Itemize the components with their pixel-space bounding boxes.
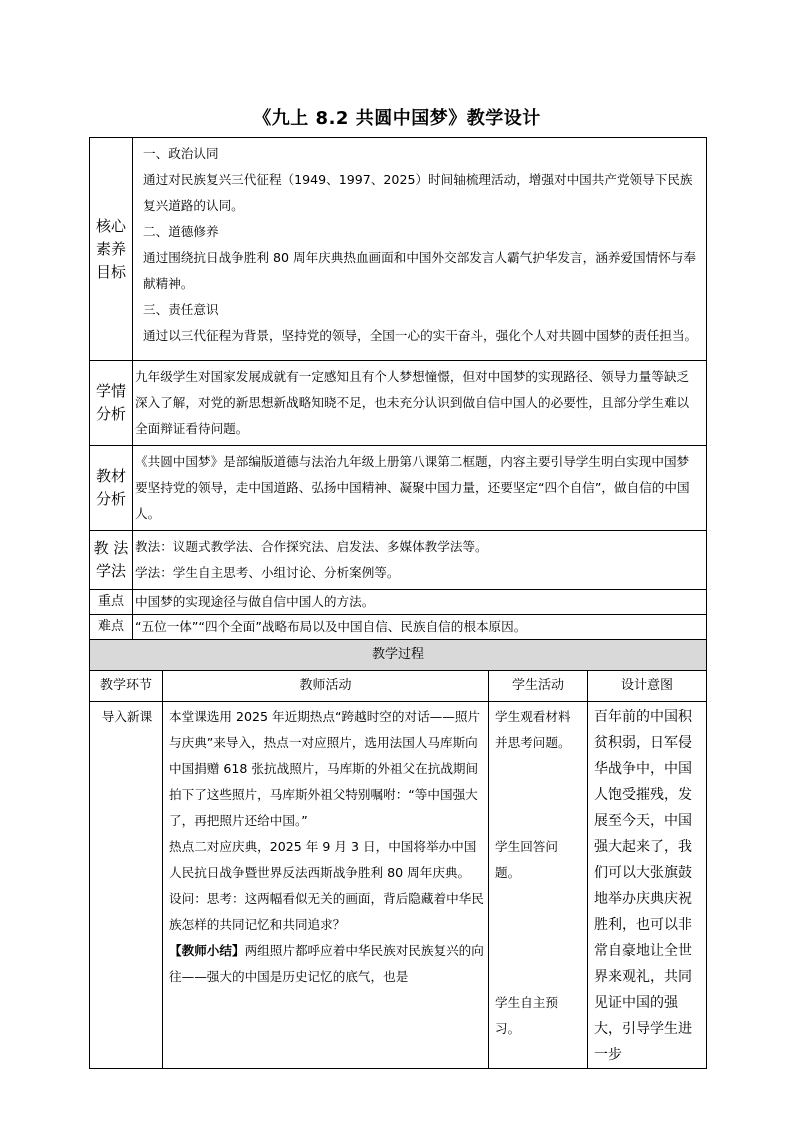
student-analysis-text: 九年级学生对国家发展成就有一定感知且有个人梦想憧憬，但对中国梦的实现路径、领导力量等缺乏深入了解，对党的新思想新战略知晓不足，也未充分认识到做自信中国人的必要性，且部分学生难以全面辩证看待问题。 — [133, 361, 707, 446]
header-stage: 教学环节 — [90, 671, 163, 702]
goals-label-line: 目标 — [95, 262, 126, 281]
material-analysis-row — [90, 446, 707, 531]
material-analysis-label-line: 分析 — [95, 490, 126, 508]
goals-content — [133, 138, 707, 361]
design-intent: 百年前的中国积贫积弱，日军侵华战争中，中国人饱受摧残，发展至今天，中国强大起来了，我们可以大张旗鼓地举办庆典庆祝胜利，也可以非常自豪地让全世界来观礼，共同见证中国的强大，引导学生进一步 — [588, 702, 707, 1069]
process-row-intro — [90, 702, 707, 1069]
material-analysis-label-line: 教材 — [95, 467, 126, 485]
goals-label-line: 素养 — [95, 239, 126, 258]
summary-text: 两组照片都呼应着中华民族对民族复兴的向往——强大的中国是历史记忆的底气，也是 — [169, 943, 484, 984]
methods-label-line: 教 法 — [93, 539, 129, 557]
goal-heading-moral: 二、道德修养 — [143, 224, 219, 239]
spacer — [495, 886, 583, 990]
document-title: 《九上 8.2 共圆中国梦》教学设计 — [253, 108, 541, 129]
goal-text-moral: 通过围绕抗日战争胜利 80 周年庆典热血画面和中国外交部发言人霸气护华发言，涵养爱国情怀与奉献精神。 — [143, 250, 696, 291]
student-analysis-label — [90, 361, 133, 446]
student-analysis-label-line: 学情 — [95, 382, 126, 400]
methods-content — [133, 531, 707, 590]
spacer — [495, 756, 583, 834]
material-analysis-text: 《共圆中国梦》是部编版道德与法治九年级上册第八课第二框题，内容主要引导学生明白实现中国梦要坚持党的领导，走中国道路、弘扬中国精神、凝聚中国力量，还要坚定“四个自信”，做自信的中国人。 — [133, 446, 707, 531]
goal-text-political: 通过对民族复兴三代征程（1949、1997、2025）时间轴梳理活动，增强对中国共产党领导下民族复兴道路的认同。 — [143, 172, 693, 213]
methods-label-line: 学法 — [95, 562, 126, 580]
teacher-summary — [169, 938, 484, 990]
difficulty-row — [90, 615, 707, 640]
key-point-row — [90, 590, 707, 615]
header-intent: 设计意图 — [588, 671, 707, 702]
teacher-paragraph: 热点二对应庆典，2025 年 9 月 3 日，中国将举办中国人民抗日战争暨世界反法西斯战争胜利 80 周年庆典。 — [169, 839, 477, 880]
goal-heading-political: 一、政治认同 — [143, 146, 219, 161]
goal-heading-responsibility: 三、责任意识 — [143, 302, 219, 317]
learning-method: 学法：学生自主思考、小组讨论、分析案例等。 — [135, 565, 400, 580]
goal-text-responsibility: 通过以三代征程为背景，坚持党的领导，全国一心的实干奋斗，强化个人对共圆中国梦的责任担当。 — [143, 328, 698, 343]
difficulty-text: “五位一体”“四个全面”战略布局以及中国自信、民族自信的根本原因。 — [133, 615, 707, 640]
student-analysis-label-line: 分析 — [95, 405, 126, 423]
header-student: 学生活动 — [489, 671, 588, 702]
goals-label-line: 核心 — [95, 216, 126, 235]
teacher-paragraph: 设问：思考：这两幅看似无关的画面，背后隐藏着中华民族怎样的共同记忆和共同追求？ — [169, 891, 484, 932]
lesson-plan-table — [89, 137, 707, 1069]
process-section-title: 教学过程 — [90, 640, 707, 671]
process-header-row — [90, 671, 707, 702]
teacher-activity — [163, 702, 489, 1069]
key-point-label: 重点 — [90, 590, 133, 615]
methods-label — [90, 531, 133, 590]
student-step: 学生回答问题。 — [495, 839, 558, 880]
difficulty-label: 难点 — [90, 615, 133, 640]
teaching-method: 教法：议题式教学法、合作探究法、启发法、多媒体教学法等。 — [135, 539, 488, 554]
key-point-text: 中国梦的实现途径与做自信中国人的方法。 — [133, 590, 707, 615]
student-activity — [489, 702, 588, 1069]
goals-label — [90, 138, 133, 361]
teacher-paragraph: 本堂课选用 2025 年近期热点“跨越时空的对话——照片与庆典”来导入，热点一对应照片，选用法国人马库斯向中国捐赠 618 张抗战照片，马库斯的外祖父在抗战期间拍下了这些照片，马库斯外祖父特别嘱咐：“等中国强大了，再把照片还给中国。” — [169, 709, 481, 828]
student-step: 学生自主预习。 — [495, 995, 558, 1036]
stage-intro: 导入新课 — [90, 702, 163, 1069]
header-teacher: 教师活动 — [163, 671, 489, 702]
goals-row — [90, 138, 707, 361]
methods-row — [90, 531, 707, 590]
student-step: 学生观看材料并思考问题。 — [495, 709, 571, 750]
material-analysis-label — [90, 446, 133, 531]
process-section-row — [90, 640, 707, 671]
student-analysis-row — [90, 361, 707, 446]
summary-tag: 【教师小结】 — [169, 943, 245, 958]
